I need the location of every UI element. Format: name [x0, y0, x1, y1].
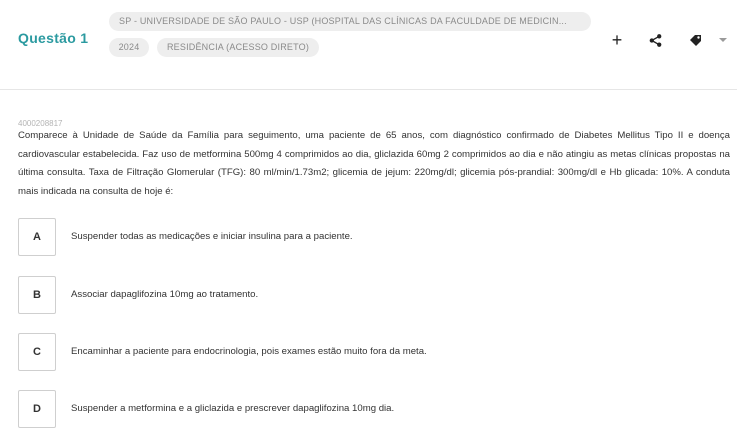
share-button[interactable] — [645, 28, 665, 52]
add-button[interactable] — [607, 28, 627, 52]
option-text[interactable]: Suspender a metformina e a gliclazida e prescrever dapaglifozina 10mg dia. — [71, 403, 395, 414]
menu-dropdown[interactable] — [716, 28, 730, 52]
option-a[interactable] — [18, 218, 718, 256]
option-letter[interactable]: B — [18, 276, 56, 314]
option-b[interactable] — [18, 276, 718, 314]
question-header — [0, 0, 737, 90]
share-icon — [649, 34, 662, 47]
option-c[interactable] — [18, 333, 718, 371]
option-text[interactable]: Suspender todas as medicações e iniciar insulina para a paciente. — [71, 231, 353, 242]
year-tag[interactable]: 2024 — [109, 38, 149, 57]
option-text[interactable]: Encaminhar a paciente para endocrinologia, pois exames estão muito fora da meta. — [71, 346, 427, 357]
plus-icon: + — [611, 29, 623, 50]
question-stem: Comparece à Unidade de Saúde da Família para seguimento, uma paciente de 65 anos, com diagnóstico confirmado de Diabetes Mellitus Tipo II e doença cardiovascular estabelecida. Faz uso de metformina 500mg 4 comprimidos ao dia, gliclazida 60mg 2 comprimidos ao dia e não atingiu as metas clínicas propostas na última consulta. Taxa de Filtração Glomerular (TFG): 80 ml/min/1.73m2; glicemia de jejum: 220mg/dl; glicemia pós-prandial: 300mg/dl e Hb glicada: 10%. A conduta mais indicada na consulta de hoje é: — [18, 130, 730, 197]
tag-icon — [689, 33, 703, 47]
option-text[interactable]: Associar dapaglifozina 10mg ao tratamento. — [71, 289, 259, 300]
question-id: 4000208817 — [18, 119, 63, 128]
exam-type-tag[interactable]: RESIDÊNCIA (ACESSO DIRETO) — [157, 38, 319, 57]
chevron-down-icon — [719, 37, 727, 43]
option-letter[interactable]: D — [18, 390, 56, 428]
option-letter[interactable]: C — [18, 333, 56, 371]
option-d[interactable] — [18, 390, 718, 428]
question-title: Questão 1 — [18, 30, 89, 46]
institution-tag[interactable]: SP - UNIVERSIDADE DE SÃO PAULO - USP (HOSPITAL DAS CLÍNICAS DA FACULDADE DE MEDICIN... — [109, 12, 591, 31]
option-letter[interactable]: A — [18, 218, 56, 256]
tag-button[interactable] — [686, 28, 706, 52]
